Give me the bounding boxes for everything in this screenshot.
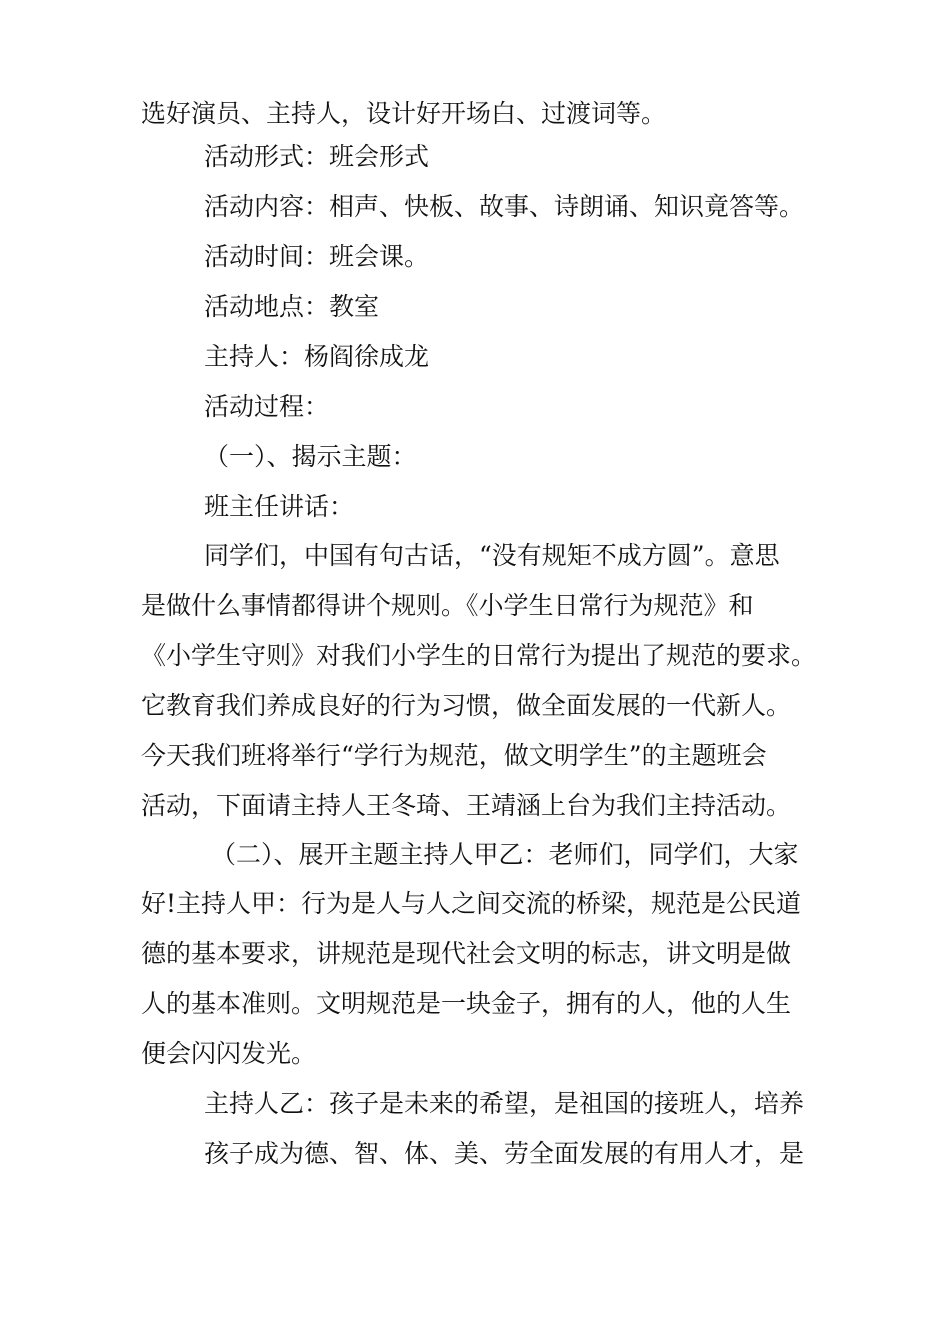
section-heading-2: （二）、展开主题主持人甲乙：老师们，同学们，大家 [211,840,799,869]
text-line: 人的基本准则。文明规范是一块金子，拥有的人，他的人生 [141,989,792,1018]
activity-time-line: 活动时间：班会课。 [204,242,430,271]
text-line: 今天我们班将举行“学行为规范，做文明学生”的主题班会 [141,741,767,770]
section-heading-1: （一）、揭示主题： [204,442,417,471]
text-line: 孩子成为德、智、体、美、劳全面发展的有用人才，是 [204,1139,805,1168]
activity-process-heading: 活动过程： [204,392,330,421]
text-line: 《小学生守则》对我们小学生的日常行为提出了规范的要求。 [141,641,817,670]
activity-form-line: 活动形式：班会形式 [204,142,430,171]
activity-location-line: 活动地点：教室 [204,292,380,321]
text-line: 选好演员、主持人，设计好开场白、过渡词等。 [141,99,667,128]
text-line: 是做什么事情都得讲个规则。《小学生日常行为规范》和 [141,591,754,620]
teacher-speech-heading: 班主任讲话： [204,492,355,521]
text-line: 主持人乙：孩子是未来的希望，是祖国的接班人，培养 [204,1089,805,1118]
text-line: 活动，下面请主持人王冬琦、王靖涵上台为我们主持活动。 [141,791,792,820]
host-line: 主持人：杨阎徐成龙 [204,342,430,371]
text-line: 好!主持人甲：行为是人与人之间交流的桥梁，规范是公民道 [141,889,802,918]
text-line: 同学们，中国有句古话，“没有规矩不成方圆”。意思 [204,541,780,570]
text-line: 便会闪闪发光。 [141,1039,317,1068]
text-line: 德的基本要求，讲规范是现代社会文明的标志，讲文明是做 [141,939,792,968]
text-line: 它教育我们养成良好的行为习惯，做全面发展的一代新人。 [141,691,792,720]
activity-content-line: 活动内容：相声、快板、故事、诗朗诵、知识竟答等。 [204,192,805,221]
